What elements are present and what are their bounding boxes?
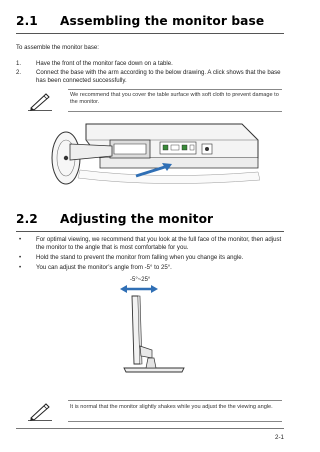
step-number: 2. <box>16 69 22 76</box>
bullet-1 <box>16 236 284 253</box>
pencil-note-icon <box>28 401 52 421</box>
step-text: Connect the base with the arm according to the below drawing. A click shows that the base has been connected successfully. <box>36 69 281 85</box>
bullet-mark: • <box>19 264 22 271</box>
bullet-2 <box>16 254 284 263</box>
note-bottom-rule <box>68 421 282 422</box>
page-number: 2-1 <box>275 434 284 441</box>
assembly-illustration <box>40 110 260 202</box>
section-heading-2-2 <box>16 212 213 226</box>
bullet-3 <box>16 264 284 273</box>
note-text: It is normal that the monitor slightly shakes while you adjust the the viewing angle. <box>70 404 273 410</box>
bullet-mark: • <box>19 236 22 243</box>
note-top-rule <box>68 400 282 401</box>
step-number: 1. <box>16 60 22 67</box>
section-number: 2.2 <box>16 212 38 226</box>
monitor-side-illustration <box>118 284 190 380</box>
heading-rule <box>16 33 284 34</box>
pencil-note-icon <box>28 91 52 111</box>
section-heading-2-1 <box>16 14 264 28</box>
section-number: 2.1 <box>16 14 38 28</box>
note-top-rule <box>68 89 282 90</box>
footer-rule <box>16 428 284 429</box>
bullet-mark: • <box>19 254 22 261</box>
step-1 <box>16 60 284 69</box>
step-2 <box>16 69 284 87</box>
heading-rule <box>16 231 284 232</box>
section-title: Assembling the monitor base <box>60 14 265 28</box>
note-text: We recommend that you cover the table surface with soft cloth to prevent damage to the monitor. <box>70 92 279 106</box>
bullet-text: Hold the stand to prevent the monitor from falling when you change its angle. <box>36 254 244 261</box>
bullet-text: For optimal viewing, we recommend that you look at the full face of the monitor, then adjust the monitor to the angle that is most comfortable for you. <box>36 236 282 252</box>
intro-text: To assemble the monitor base: <box>16 44 99 51</box>
section-title: Adjusting the monitor <box>60 212 214 226</box>
angle-label: -5°~25° <box>130 277 151 283</box>
bullet-text: You can adjust the monitor’s angle from -5° to 25°. <box>36 264 172 271</box>
step-text: Have the front of the monitor face down on a table. <box>36 60 173 67</box>
note-box-2 <box>28 400 282 422</box>
